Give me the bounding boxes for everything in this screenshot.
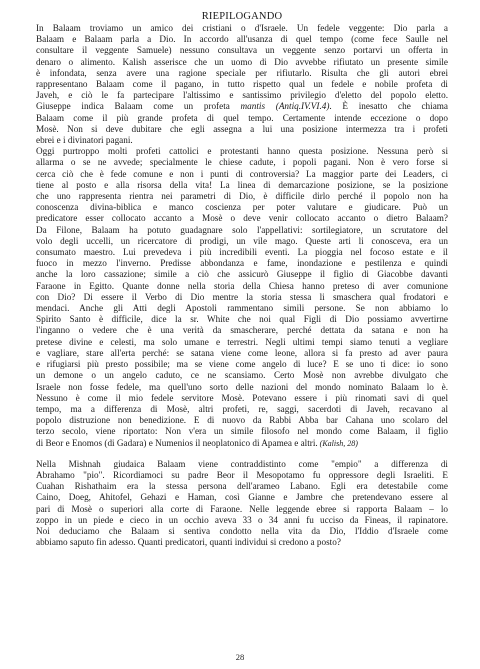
text-line: denaro o alimento. Kalish asserisce che un uomo di Dio avvebbe rifiutato un presente simile <box>36 56 448 67</box>
text-line: Spirito Santo è difficile, dice la sr. White che noi qual Figli di Dio possiamo avvertirne <box>36 314 448 325</box>
text-line: Noi deduciamo che Balaam si sentiva condotto nella vita da Dio, l'Iddio d'Israele come <box>36 525 448 536</box>
paragraph-gap <box>36 449 448 459</box>
text-line: Balaam e Balaam parla a Dio. In accordo all'usanza di quel tempo (come fece Saulle nel <box>36 34 448 45</box>
text-line: tiene al posto e alla risorsa della vita! La linea di demarcazione posizione, se la posizione <box>36 179 448 190</box>
text-line: Nella Mishnah giudaica Balaam viene contraddistinto come "empio" a differenza di <box>36 458 448 469</box>
text-line: rappresentano Balaam come il pagano, in tutto rispetto qual un fedele e nobile profeta di <box>36 79 448 90</box>
text-line: ebrei e i divinatori pagani. <box>36 135 133 146</box>
text-line: Israele non fosse fedele, ma quell'uno sorto delle nazioni del mondo nominato Balaam lo è. <box>36 381 448 392</box>
text-line: pretese divine e celesti, ma solo umane e terrestri. Negli ultimi tempi siamo tenuti a vegliare <box>36 336 448 347</box>
text-line: Faraone in Egitto. Quante donne nella storia della Chiesa hanno preteso di aver comunione <box>36 280 448 291</box>
text-line: Oggi purtroppo molti profeti cattolici e protestanti hanno questa posizione. Nessuna però si <box>36 146 448 157</box>
text-line: pari di Mosè o superiori alla corte di Faraone. Nelle leggende ebree si rapporta Balaam – lo <box>36 503 448 514</box>
text-line: zoppo in un piede e cieco in un occhio aveva 33 o 34 anni fu ucciso da Fineas, il rapinatore. <box>36 514 448 525</box>
text-line: Abrahamo "pio". Ricordiamoci su padre Beor il Mesopotamo fu oppressore degli Israeliti. E <box>36 469 448 480</box>
text-line: è infondata, senza avere una ragione speciale per rifiutarlo. Risulta che gli autori ebrei <box>36 67 448 78</box>
text-line: Javeh, e ciò le fa partecipare l'altissimo e santissimo privilegio d'eletto del popolo eletto. <box>36 90 448 101</box>
text-line: allarma o se ne avvede; specialmente le chiese cadute, i popoli pagani. Non è vero forse si <box>36 157 448 168</box>
text-line: anche la loro cassazione; simile a ciò che assicurò Giuseppe il figlio di Giacobbe davanti <box>36 269 448 280</box>
text-line: mendaci. Anche gli Atti degli Apostoli rammentano simili persone. Se non abbiamo lo <box>36 303 448 314</box>
text-line: conoscenza divina-biblica e manco coscienza per poter valutare e giudicare. Può un <box>36 202 448 213</box>
text-line: terzo secolo, viene riportato: Non v'era un simile filosofo nel mondo come Balaam, il figlio <box>36 426 448 437</box>
text-line: consumato maestro. Lui prevedeva i più incredibili eventi. La pioggia nel focoso estate e il <box>36 247 448 258</box>
paragraph-mishnah <box>36 459 448 549</box>
text-line: consultare il veggente Samuele) nessuno consultava un veggente senzo portarvi un offerta in <box>36 45 448 56</box>
text-line: predicatore esser collocato accanto a Mosè o deve venir collocato accanto o dietro Balaam? <box>36 213 448 224</box>
document-page <box>36 10 448 548</box>
paragraph-balaam-intro <box>36 23 448 146</box>
text-line: In Balaam troviamo un amico dei cristiani o d'Israele. Un fedele veggente: Dio parla a <box>36 23 448 33</box>
text-line: fuoco in mezzo l'inverno. Predisse abbondanza e fame, inondazione e pestilenza e quindi <box>36 258 448 269</box>
text-line: l'inganno o vedere che è una verità da smascherare, perché dettata da satana e non ha <box>36 325 448 336</box>
text-line: Da Filone, Balaam ha potuto guadagnare solo l'appellativi: sortilegiatore, un scrutatore del <box>36 224 448 235</box>
text-line: popolo distruzione non benedizione. E di nuovo da Rabbi Abba bar Cahana uno scolaro del <box>36 415 448 426</box>
text-line: Balaam come il più grande profeta di quel tempo. Certamente intende eccezione o dopo <box>36 112 448 123</box>
page-title: RIEPILOGANDO <box>201 11 283 22</box>
citation: (Kalish, 28) <box>317 438 358 448</box>
text-line: Cuahan Rishathaim era la stessa persona dell'arameo Labano. Egli era detestabile come <box>36 481 448 492</box>
text-line: e vagliare, stare all'erta perché: se satana viene come leone, allora si fa presto ad aver paura <box>36 347 448 358</box>
text-line: Giuseppe indica Balaam come un profeta mantis (Antiq.IV.VI.4). È inesatto che chiama <box>36 101 449 112</box>
text-line: che uno rappresenta rientra nei parametri di Dio, è difficile dirlo perché il popolo non ha <box>36 191 448 202</box>
text-line: cerca ciò che è fede comune e non i punti di controversia? La maggior parte dei Leaders, ci <box>36 168 448 179</box>
text-line: e rifugiarsi più presto possibile; ma se viene come angelo di luce? E se uno ti dice: io sono <box>36 359 448 370</box>
text-line: volo degli uccelli, un ricercatore di prodigi, un vile mago. Queste arti li conosceva, era un <box>36 235 448 246</box>
text-line: tempo, ma a differenza di Mosè, altri profeti, re, saggi, sacerdoti di Javeh, recavano al <box>36 403 448 414</box>
text-line: Caino, Doeg, Ahitofel, Gehazi e Haman, così Gianne e Jambre che pretendevano essere al <box>36 492 448 503</box>
text-line: di Beor e Enomos (di Gadara) e Numenios il neoplatonico di Apamea e altri. (Kalish, 28) <box>36 437 358 448</box>
text-line: un demone o un angelo caduto, ce ne scansiamo. Certo Mosè non avrebbe divulgato che <box>36 370 448 381</box>
text-line: Nessuno è come il mio fedele servitore Mosè. Potevano essere i più rinomati savi di quel <box>36 392 448 403</box>
paragraph-modern-prophets <box>36 146 448 448</box>
text-line: Mosè. Non si deve dubitare che egli assegna a lui una posizione intermezza tra i profeti <box>36 123 448 134</box>
text-line: con Dio? Di essere il Verbo di Dio mentre la storia stessa li smaschera qual frodatori e <box>36 291 448 302</box>
italic-reference: mantis (Antiq.IV.VI.4) <box>240 101 330 112</box>
page-number: 28 <box>235 652 245 662</box>
text-line: abbiamo saputo fin adesso. Quanti predicatori, quanti individui si credono a posto? <box>36 537 341 548</box>
